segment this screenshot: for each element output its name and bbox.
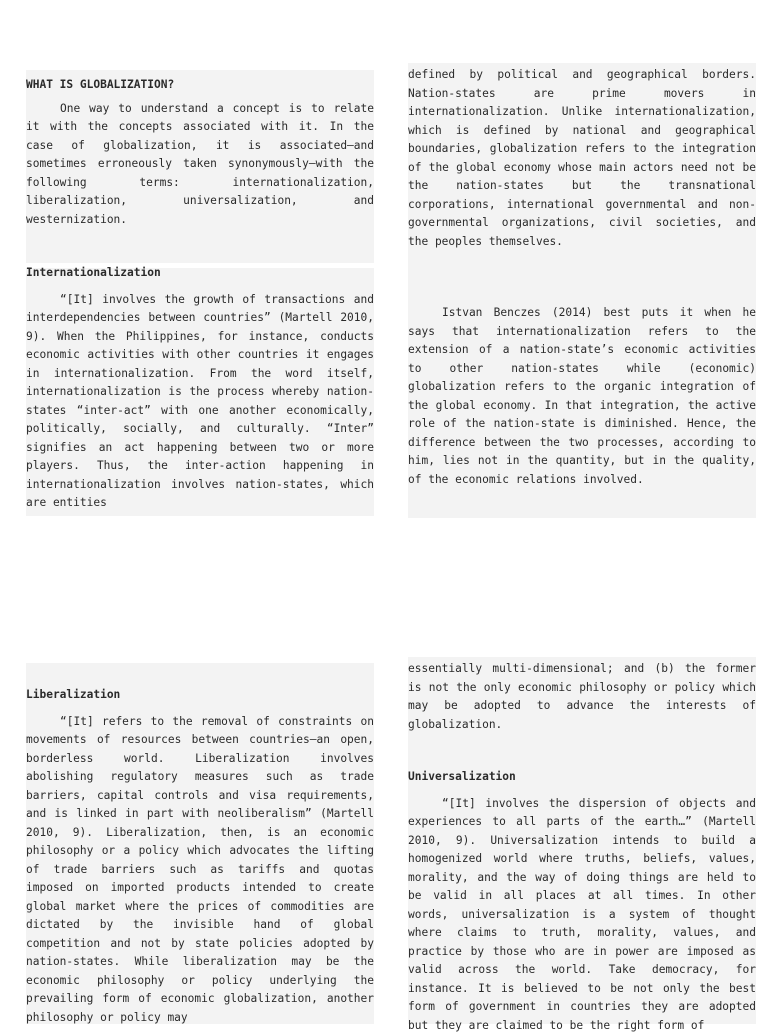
page1-left-column — [26, 70, 374, 516]
universalization-heading: Universalization — [408, 768, 756, 787]
page2-left-column — [26, 663, 374, 1024]
liberalization-paragraph: “[It] refers to the removal of constraints on movements of resources between countries—an open, borderless world. Liberalization involves abolishing regulatory measures such as trade barriers, capital controls and visa requirements, and is linked in part with neoliberalism” (Martell 2010, 9). Liberalization, then, is an economic philosophy or a policy which advocates the lifting of trade barriers such as tariffs and quotas imposed on imported products intended to create global market where the prices of commodities are dictated by the invisible hand of global competition and not by state policies adopted by nation-states. While liberalization may be the economic philosophy or policy underlying the prevailing form of economic globalization, another philosophy or policy may — [26, 713, 374, 1028]
page2-right-column — [408, 657, 756, 1024]
liberalization-heading: Liberalization — [26, 686, 374, 705]
benczes-paragraph: Istvan Benczes (2014) best puts it when he says that internationalization refers to the extension of a nation-state’s economic activities to other nation-states while (economic) globalization refers to the organic integration of the global economy. In that integration, the active role of the nation-state is diminished. Hence, the difference between the two processes, according to him, lies not in the quantity, but in the quality, of the economic relations involved. — [408, 304, 756, 489]
internationalization-heading: Internationalization — [26, 264, 374, 283]
internationalization-paragraph: “[It] involves the growth of transactions and interdependencies between countries” (Martell 2010, 9). When the Philippines, for instance, conducts economic activities with other countries it engages in internationalization. From the word itself, internationalization is the process whereby nation-states “inter-act” with one another economically, politically, socially, and culturally. “Inter” signifies an act happening between two or more players. Thus, the inter-action happening in internationalization involves nation-states, which are entities — [26, 291, 374, 513]
universalization-paragraph: “[It] involves the dispersion of objects and experiences to all parts of the earth…” (Martell 2010, 9). Universalization intends to build a homogenized world where truths, beliefs, values, morality, and the way of doing things are held to be valid in all places at all times. In other words, universalization is a system of thought where claims to truth, morality, values, and practice by those who are in power are imposed as valid across the world. Take democracy, for instance. It is believed to be not only the best form of government in countries they are adopted but they are claimed to be the right form of — [408, 795, 756, 1035]
page1-right-column — [408, 63, 756, 518]
section-heading: WHAT IS GLOBALIZATION? — [26, 76, 374, 95]
intro-paragraph: One way to understand a concept is to relate it with the concepts associated with it. In the case of globalization, it is associated—and sometimes erroneously taken synonymously—with the following terms: internationalization, liberalization, universalization, and westernization. — [26, 100, 374, 230]
nation-states-paragraph: defined by political and geographical borders. Nation-states are prime movers in internationalization. Unlike internationalization, which is defined by national and geographical boundaries, globalization refers to the integration of the global economy whose main actors need not be the nation-states but the transnational corporations, international governmental and non-governmental organizations, civil societies, and the peoples themselves. — [408, 66, 756, 251]
globalization-continuation-paragraph: essentially multi-dimensional; and (b) the former is not the only economic philosophy or policy which may be adopted to advance the interests of globalization. — [408, 660, 756, 734]
